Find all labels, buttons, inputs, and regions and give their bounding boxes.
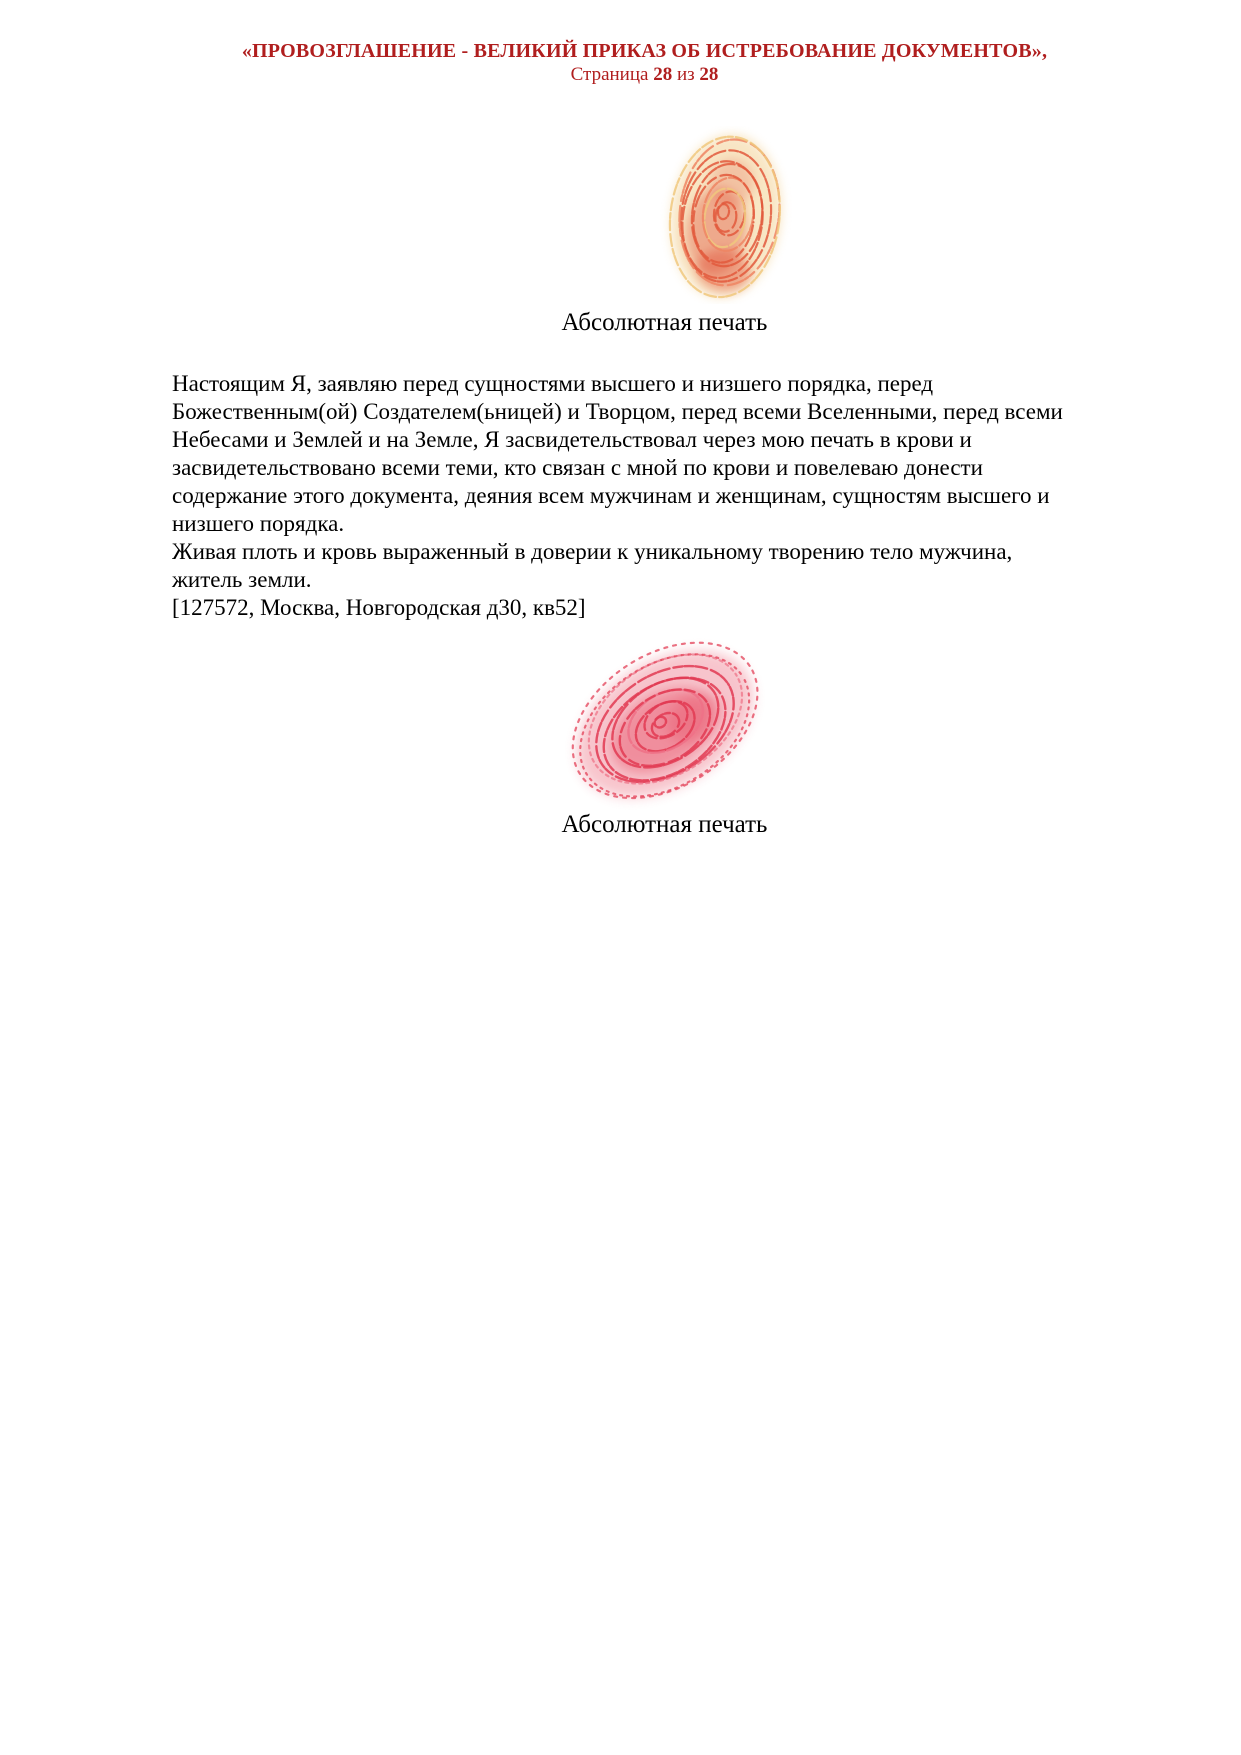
address-line: [127572, Москва, Новгородская д30, кв52] (172, 595, 586, 620)
fingerprint-seal-first-icon (660, 126, 792, 304)
text-line: Божественным(ой) Создателем(ьницей) и Творцом, перед всеми Вселенными, перед всеми (172, 399, 1063, 424)
document-title: «ПРОВОЗГЛАШЕНИЕ - ВЕЛИКИЙ ПРИКАЗ ОБ ИСТРЕБОВАНИЕ ДОКУМЕНТОВ», (241, 40, 1048, 62)
seal-caption-second: Абсолютная печать (561, 811, 768, 838)
text-line: Небесами и Землей и на Земле, Я засвидетельствовал через мою печать в крови и (172, 427, 972, 452)
text-line: Настоящим Я, заявляю перед сущностями высшего и низшего порядка, перед (172, 371, 934, 396)
fingerprint-seal-second-icon (558, 636, 772, 812)
text-line: Живая плоть и кровь выраженный в доверии к уникальному творению тело мужчина, (172, 539, 1013, 564)
seal-caption-first: Абсолютная печать (561, 309, 768, 336)
page-indicator-separator: из (676, 64, 695, 85)
fingerprint-ridges (661, 128, 791, 304)
text-line: житель земли. (172, 567, 312, 592)
text-line: низшего порядка. (172, 511, 345, 536)
text-line: содержание этого документа, деяния всем мужчинам и женщинам, сущностям высшего и (172, 483, 1050, 508)
page-current-number: 28 (653, 64, 673, 85)
page-total-number: 28 (699, 64, 719, 85)
text-line: засвидетельствовано всеми теми, кто связан с мной по крови и повелеваю донести (172, 455, 983, 480)
fingerprint-ridges (558, 636, 772, 812)
page-indicator-prefix: Страница (570, 64, 649, 85)
declaration-text (172, 370, 1092, 622)
page-indicator (24, 64, 1241, 86)
